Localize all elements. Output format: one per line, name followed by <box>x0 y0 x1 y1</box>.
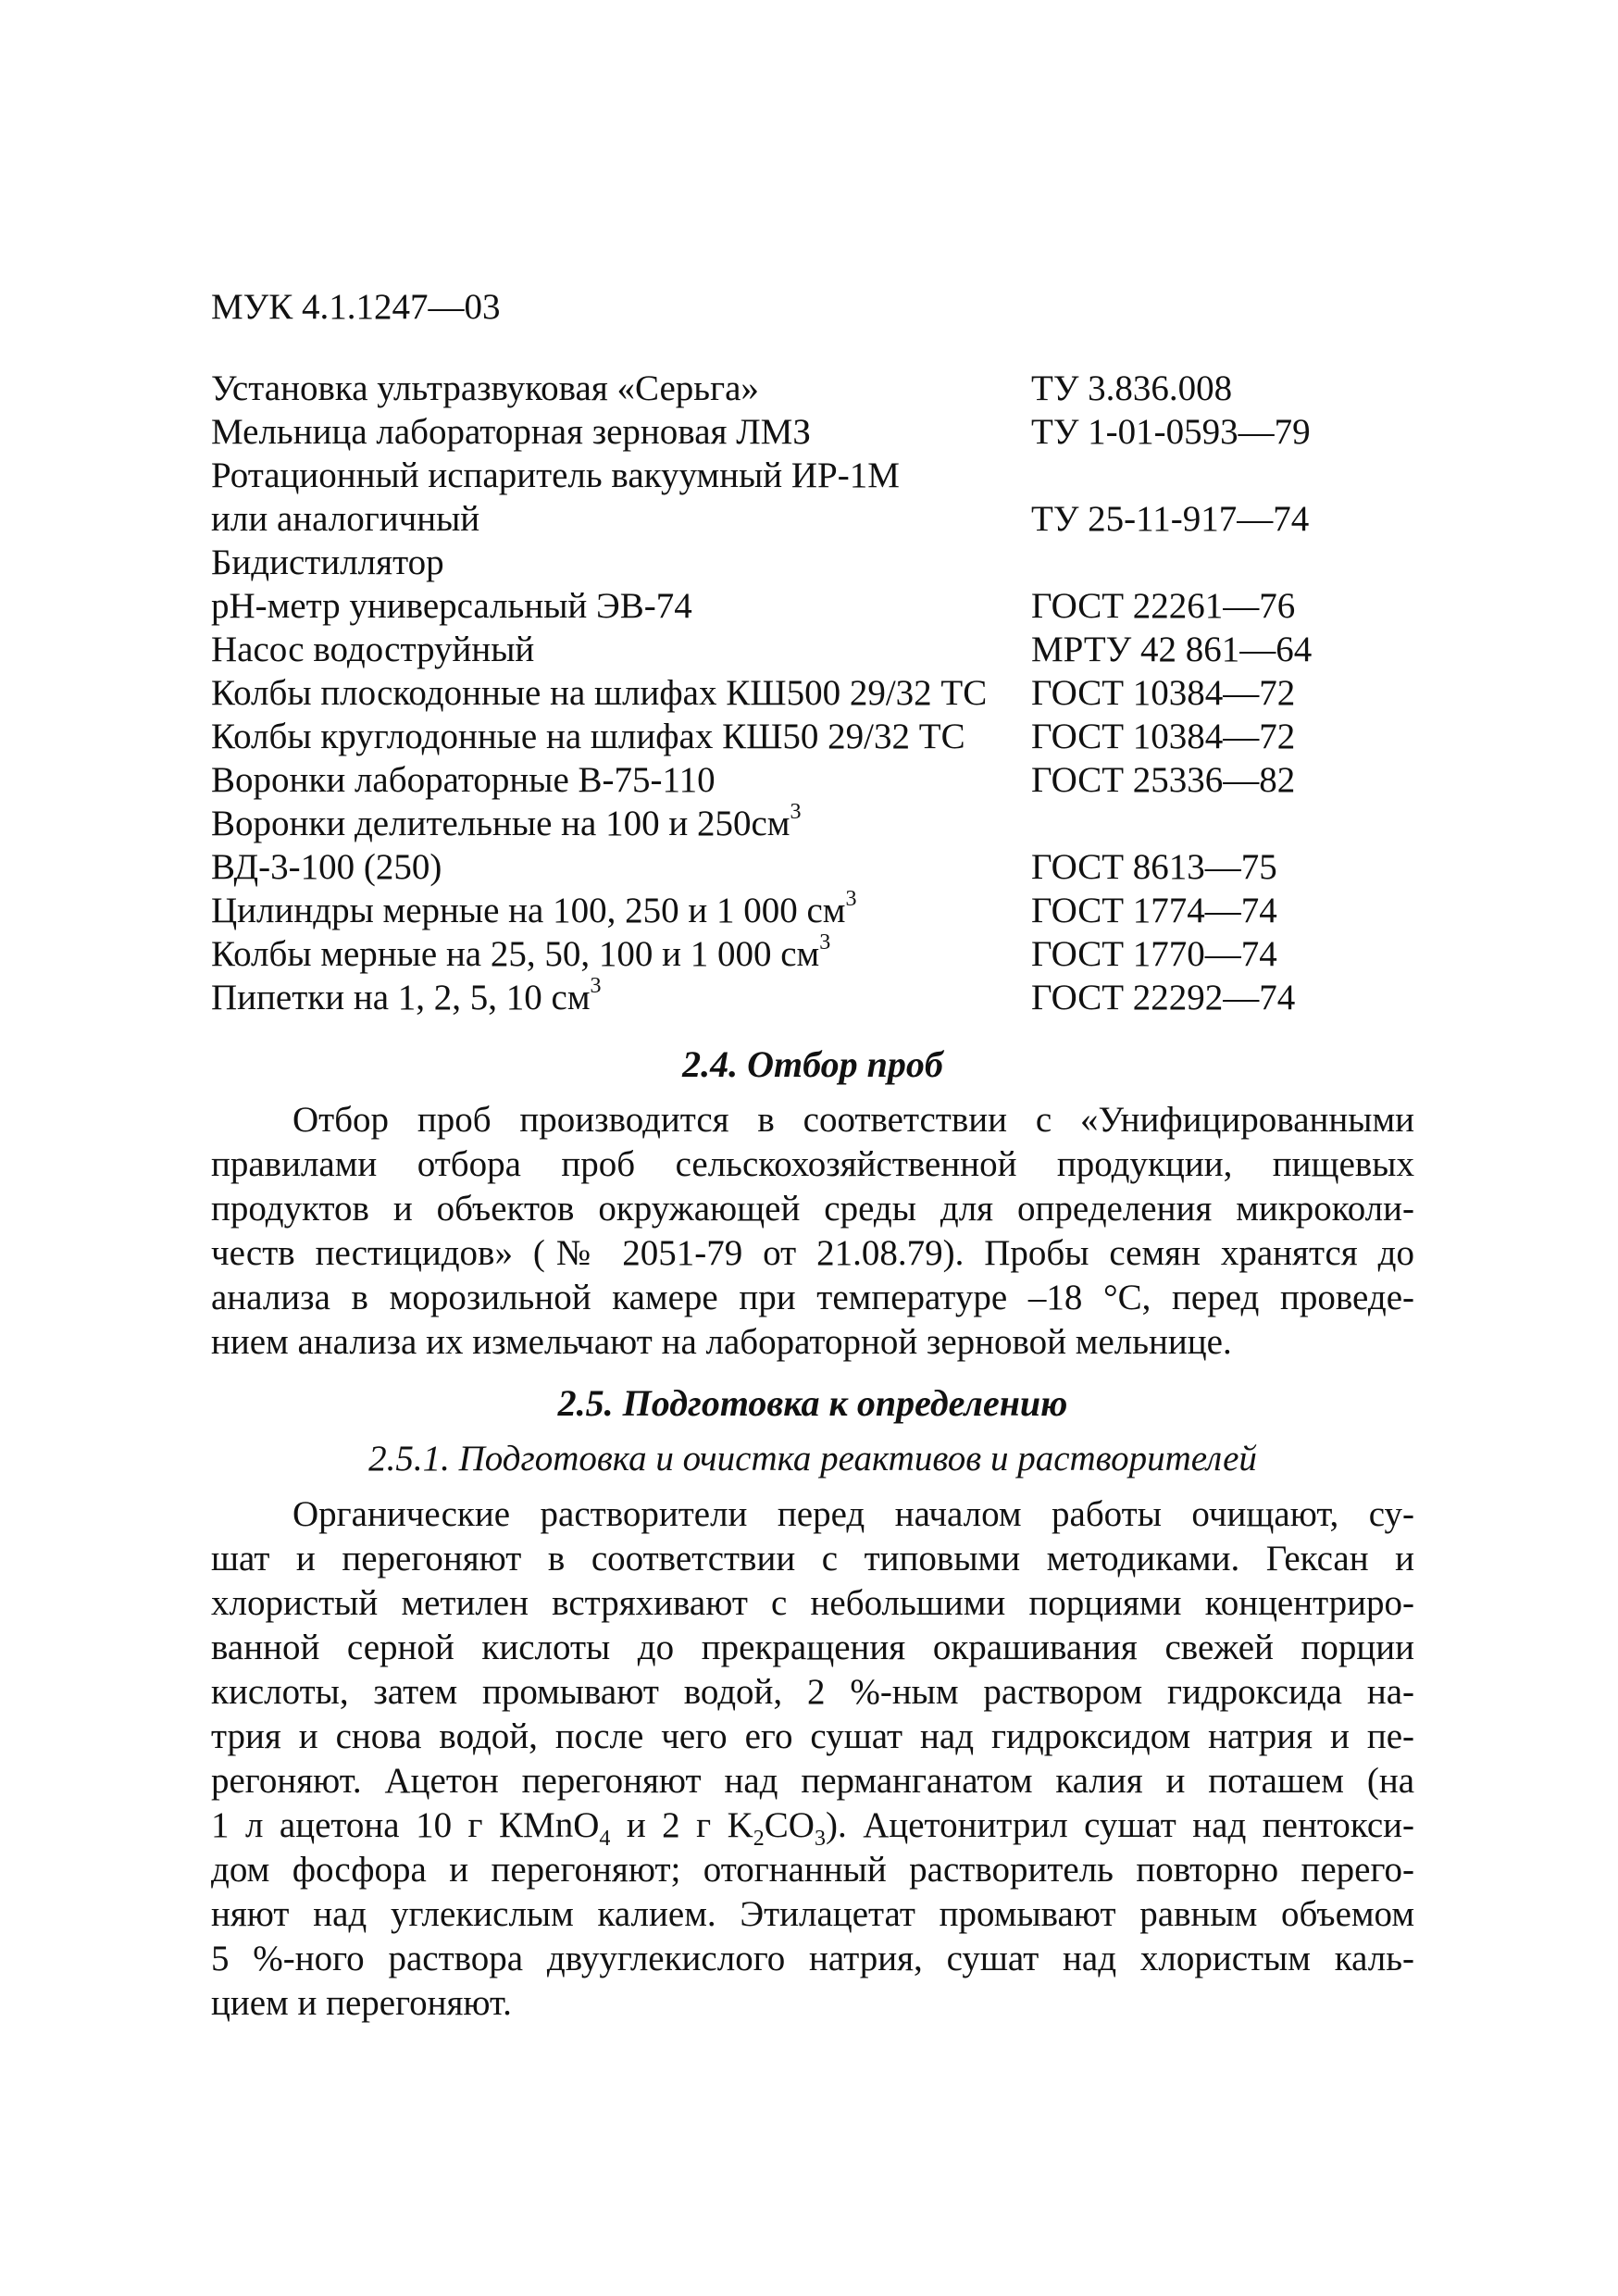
equipment-standard: ГОСТ 1774—74 <box>1031 891 1277 930</box>
equipment-row <box>211 497 1433 541</box>
formula-text: ). Ацетонитрил сушат над пентокси- <box>825 1805 1414 1845</box>
paragraph-line: кислоты, затем промывают водой, 2 %-ным раствором гидроксида на- <box>211 1672 1414 1712</box>
equipment-name-text: Воронки делительные на 100 и 250см <box>211 804 790 843</box>
subscript: 3 <box>814 1826 826 1851</box>
equipment-name <box>211 976 602 1019</box>
subsection-heading-reagents: 2.5.1. Подготовка и очистка реактивов и растворителей <box>368 1439 1257 1479</box>
equipment-name: Бидистиллятор <box>211 543 444 582</box>
equipment-standard: ТУ 3.836.008 <box>1031 368 1233 408</box>
equipment-name <box>211 932 830 976</box>
formula-text: и 2 г K <box>610 1805 753 1845</box>
equipment-standard: ГОСТ 22261—76 <box>1031 586 1296 626</box>
paragraph-line: нием анализа их измельчают на лабораторной зерновой мельнице. <box>211 1322 1232 1362</box>
equipment-row <box>211 671 1433 715</box>
section-heading-sampling: 2.4. Отбор проб <box>682 1043 943 1085</box>
equipment-list <box>211 367 1433 1019</box>
equipment-row <box>211 932 1433 976</box>
equipment-row <box>211 454 1433 497</box>
paragraph-line: дом фосфора и перегоняют; отогнанный растворитель повторно перего- <box>211 1850 1414 1890</box>
equipment-row <box>211 367 1433 410</box>
equipment-row <box>211 715 1433 758</box>
equipment-standard: ГОСТ 8613—75 <box>1031 847 1277 887</box>
equipment-row <box>211 758 1433 802</box>
equipment-name: Насос водоструйный <box>211 630 535 669</box>
equipment-name: Колбы круглодонные на шлифах КШ50 29/32 ТС <box>211 717 965 756</box>
equipment-name: Воронки лабораторные В-75-110 <box>211 760 716 800</box>
paragraph-line: трия и снова водой, после чего его сушат над гидроксидом натрия и пе- <box>211 1716 1414 1756</box>
paragraph-line: Органические растворители перед началом работы очищают, су- <box>292 1494 1414 1534</box>
equipment-row <box>211 628 1433 671</box>
superscript-3: 3 <box>790 800 802 824</box>
equipment-name: Установка ультразвуковая «Серьга» <box>211 368 759 408</box>
paragraph-line: честв пестицидов» (№ 2051-79 от 21.08.79). Пробы семян хранятся до <box>211 1233 1414 1273</box>
equipment-row <box>211 889 1433 932</box>
superscript-3: 3 <box>819 930 831 955</box>
equipment-row <box>211 584 1433 628</box>
paragraph-line: Отбор проб производится в соответствии с «Унифицированными <box>292 1100 1414 1140</box>
superscript-3: 3 <box>590 974 602 998</box>
equipment-row <box>211 802 1433 845</box>
equipment-row <box>211 410 1433 454</box>
equipment-standard: ГОСТ 10384—72 <box>1031 673 1296 713</box>
paragraph-line: регоняют. Ацетон перегоняют над перманганатом калия и поташем (на <box>211 1761 1414 1801</box>
subscript: 4 <box>599 1826 611 1851</box>
section-heading-preparation: 2.5. Подготовка к определению <box>557 1382 1068 1424</box>
equipment-name-text: Пипетки на 1, 2, 5, 10 см <box>211 978 591 1017</box>
equipment-name-text: Колбы мерные на 25, 50, 100 и 1 000 см <box>211 934 820 974</box>
equipment-name <box>211 802 801 845</box>
equipment-name: рН-метр универсальный ЭВ-74 <box>211 586 692 626</box>
subscript: 2 <box>753 1826 765 1851</box>
formula-line <box>211 1803 1414 1851</box>
paragraph-line: анализа в морозильной камере при температуре –18 °С, перед проведе- <box>211 1278 1414 1317</box>
paragraph-line: няют над углекислым калием. Этилацетат промывают равным объемом <box>211 1894 1414 1934</box>
equipment-name: Мельница лабораторная зерновая ЛМЗ <box>211 412 811 452</box>
paragraph-line: 5 %-ного раствора двууглекислого натрия, сушат над хлористым каль- <box>211 1939 1414 1978</box>
paragraph-line: правилами отбора проб сельскохозяйственной продукции, пищевых <box>211 1144 1414 1184</box>
equipment-name: Колбы плоскодонные на шлифах КШ500 29/32 ТС <box>211 673 988 713</box>
formula-text: 1 л ацетона 10 г КMnO <box>211 1805 600 1845</box>
equipment-standard: ГОСТ 10384—72 <box>1031 717 1296 756</box>
paragraph-line: продуктов и объектов окружающей среды для определения микроколи- <box>211 1189 1414 1229</box>
equipment-name <box>211 889 856 932</box>
paragraph-reagents <box>211 1492 1414 2026</box>
equipment-name-text: Цилиндры мерные на 100, 250 и 1 000 см <box>211 891 846 930</box>
equipment-name: или аналогичный <box>211 499 480 539</box>
equipment-row <box>211 976 1433 1019</box>
paragraph-sampling <box>211 1098 1414 1365</box>
paragraph-line: цием и перегоняют. <box>211 1983 512 2023</box>
equipment-standard: МРТУ 42 861—64 <box>1031 630 1313 669</box>
equipment-name: Ротационный испаритель вакуумный ИР-1М <box>211 455 900 495</box>
formula-text: CO <box>764 1805 815 1845</box>
equipment-standard: ГОСТ 25336—82 <box>1031 760 1296 800</box>
superscript-3: 3 <box>845 887 857 911</box>
equipment-standard: ТУ 25-11-917—74 <box>1031 499 1310 539</box>
equipment-standard: ГОСТ 1770—74 <box>1031 934 1277 974</box>
paragraph-line: хлористый метилен встряхивают с небольшими порциями концентриро- <box>211 1583 1414 1623</box>
equipment-standard: ГОСТ 22292—74 <box>1031 978 1296 1017</box>
equipment-row <box>211 845 1433 889</box>
document-code: МУК 4.1.1247—03 <box>211 287 501 327</box>
equipment-standard: ТУ 1-01-0593—79 <box>1031 412 1311 452</box>
equipment-row <box>211 541 1433 584</box>
paragraph-line: ванной серной кислоты до прекращения окрашивания свежей порции <box>211 1628 1414 1667</box>
paragraph-line: шат и перегоняют в соответствии с типовыми методиками. Гексан и <box>211 1539 1414 1578</box>
equipment-name: ВД-3-100 (250) <box>211 847 442 887</box>
